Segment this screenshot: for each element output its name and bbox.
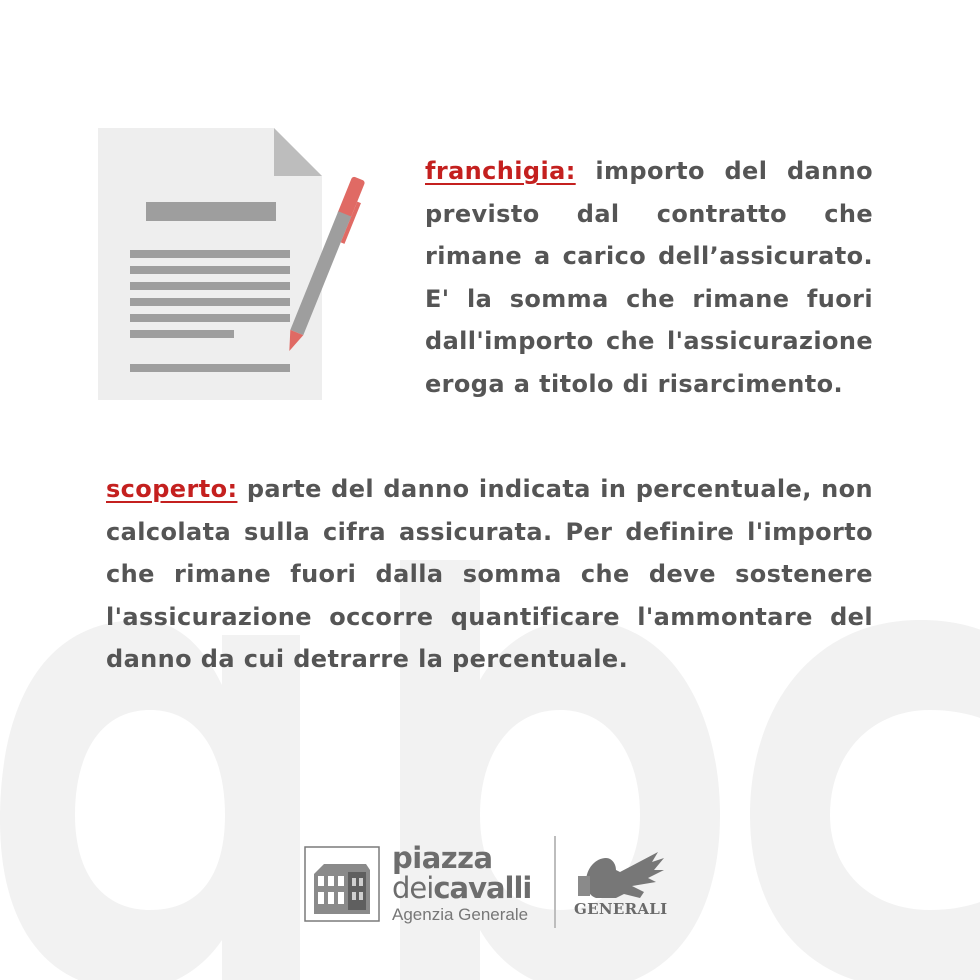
brand-subtitle: Agenzia Generale	[392, 905, 529, 924]
brand-dei: dei	[392, 871, 434, 905]
brand-line-deicavalli	[392, 873, 531, 904]
scoperto-definition	[106, 468, 873, 681]
document-illustration	[96, 128, 376, 403]
brand-wordmark	[392, 841, 532, 926]
footer-logos	[300, 834, 680, 930]
franchigia-definition	[425, 150, 873, 405]
scoperto-text: parte del danno indicata in percentuale, non calcolata sulla cifra assicurata. Per definire l'importo che rimane fuori dalla somma che deve sostenere l'assicurazione occorre quantificare l'ammontare del danno da cui detrarre la percentuale.	[106, 475, 873, 673]
franchigia-text: importo del danno previsto dal contratto che rimane a carico dell’assicurato. E' la somma che rimane fuori dall'importo che l'assicurazione eroga a titolo di risarcimento.	[425, 157, 873, 398]
franchigia-term: franchigia:	[425, 157, 576, 185]
building-icon	[304, 846, 380, 922]
footer-divider	[554, 836, 556, 928]
scoperto-term: scoperto:	[106, 475, 238, 503]
brand-cavalli: cavalli	[433, 871, 532, 905]
brand-line-piazza: piazza	[392, 841, 493, 875]
generali-wordmark: GENERALI	[574, 900, 668, 918]
document-icon	[96, 128, 376, 403]
